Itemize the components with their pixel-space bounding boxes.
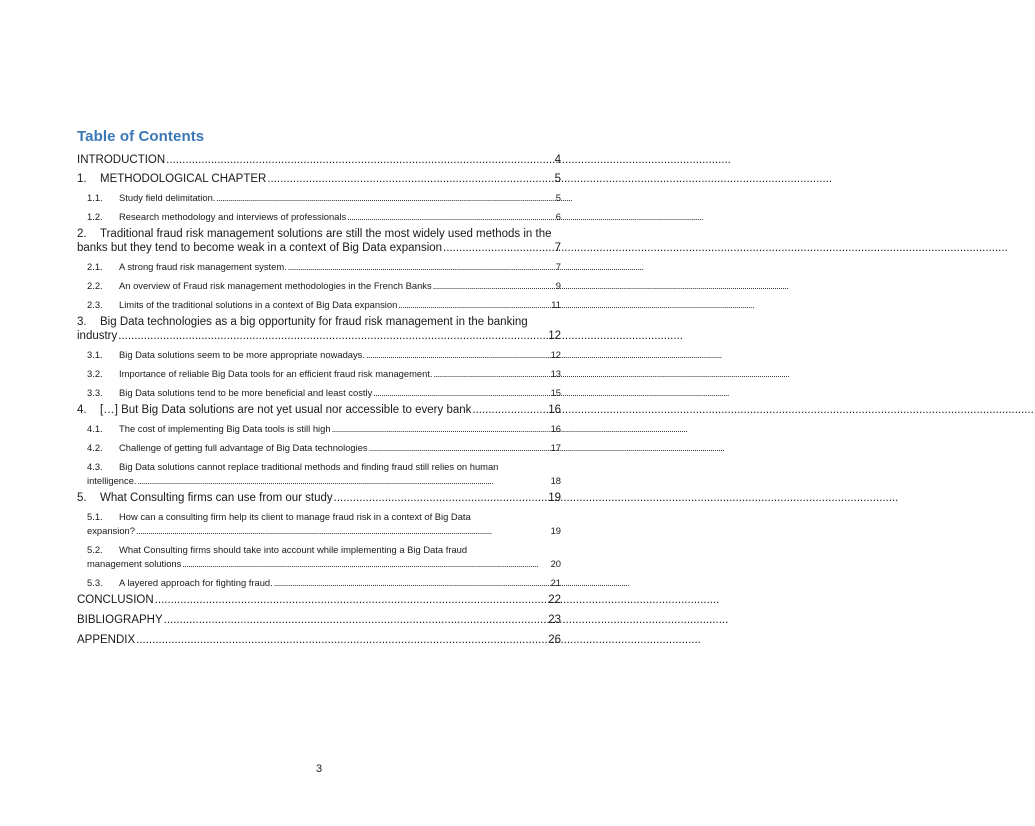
toc-entry-number: 4.1.	[87, 423, 103, 434]
toc-entry-section-1[interactable]	[77, 173, 561, 185]
toc-entry-label: Study field delimitation.	[119, 192, 216, 203]
toc-entry-number: 4.2.	[87, 442, 103, 453]
toc-entry-label: An overview of Fraud risk management methodologies in the French Banks	[119, 280, 432, 291]
toc-entry-page: 16	[548, 404, 561, 416]
toc-entry-page: 26	[548, 634, 561, 646]
toc-entry-number: 5.1.	[87, 511, 103, 522]
toc-entry-number: 4.3.	[87, 461, 103, 472]
toc-entry-section-4-1[interactable]	[77, 423, 561, 434]
toc-entry-page: 23	[548, 614, 561, 626]
toc-entry-number: 5.	[77, 492, 87, 504]
toc-entry-number: 1.2.	[87, 211, 103, 222]
toc-entry-section-3-3[interactable]	[77, 387, 561, 398]
toc-entry-section-4[interactable]	[77, 404, 561, 416]
toc-entry-page: 19	[550, 525, 561, 536]
toc-entry-page: 18	[550, 475, 561, 486]
toc-entry-number: 1.1.	[87, 192, 103, 203]
toc-entry-label: Big Data solutions tend to be more beneficial and least costly	[119, 387, 373, 398]
toc-entry-page: 21	[550, 577, 561, 588]
toc-entry-page: 12	[548, 330, 561, 342]
toc-entry-page: 7	[555, 261, 561, 272]
toc-entry-number: 2.	[77, 228, 87, 240]
toc-entry-section-3-2[interactable]	[77, 368, 561, 379]
toc-entry-label: […] But Big Data solutions are not yet usual nor accessible to every bank	[100, 404, 472, 416]
toc-entry-section-5-2[interactable]	[77, 544, 561, 569]
toc-entry-appendix[interactable]	[77, 634, 561, 646]
toc-entry-number: 3.	[77, 316, 87, 328]
toc-entry-label-line2: industry	[77, 330, 118, 342]
toc-entry-page: 5	[555, 192, 561, 203]
toc-entry-label-line1: What Consulting firms should take into account while implementing a Big Data fraud	[119, 544, 468, 555]
toc-entry-section-1-2[interactable]	[77, 211, 561, 222]
toc-entry-page: 16	[550, 423, 561, 434]
toc-entry-number: 2.3.	[87, 299, 103, 310]
toc-entry-page: 11	[551, 299, 561, 310]
toc-entry-section-5[interactable]	[77, 492, 561, 504]
toc-entry-number: 5.2.	[87, 544, 103, 555]
toc-entry-section-5-1[interactable]	[77, 511, 561, 536]
toc-entry-label-line1: Traditional fraud risk management solutions are still the most widely used methods in the	[100, 228, 552, 240]
toc-entry-section-5-3[interactable]	[77, 577, 561, 588]
toc-entry-section-2[interactable]	[77, 228, 561, 254]
toc-entry-number: 5.3.	[87, 577, 103, 588]
toc-entry-label: APPENDIX	[77, 634, 136, 646]
toc-entry-label: A layered approach for fighting fraud.	[119, 577, 273, 588]
toc-entry-label: INTRODUCTION	[77, 154, 166, 166]
toc-entry-label: Importance of reliable Big Data tools for an efficient fraud risk management.	[119, 368, 433, 379]
toc-entry-label-line2: intelligence.	[87, 475, 137, 486]
toc-entry-number: 2.1.	[87, 261, 103, 272]
page-number: 3	[315, 763, 323, 775]
toc-entry-section-2-3[interactable]	[77, 299, 561, 310]
toc-title: Table of Contents	[77, 128, 205, 145]
toc-entry-section-2-2[interactable]	[77, 280, 561, 291]
toc-entry-label-line1: Big Data solutions cannot replace traditional methods and finding fraud still relies on human	[119, 461, 499, 472]
toc-entry-bibliography[interactable]	[77, 614, 561, 626]
toc-entry-label: A strong fraud risk management system.	[119, 261, 287, 272]
toc-entry-label-line2: management solutions	[87, 558, 182, 569]
toc-entry-section-4-3[interactable]	[77, 461, 561, 486]
toc-entry-number: 1.	[77, 173, 87, 185]
toc-entry-page: 15	[550, 387, 561, 398]
toc-entry-label-line2: banks but they tend to become weak in a context of Big Data expansion	[77, 242, 443, 254]
toc-entry-page: 7	[554, 242, 561, 254]
toc-entry-number: 4.	[77, 404, 87, 416]
toc-entry-label: The cost of implementing Big Data tools is still high	[119, 423, 331, 434]
toc-entry-page: 6	[555, 211, 561, 222]
toc-entry-label-line1: Big Data technologies as a big opportunity for fraud risk management in the banking	[100, 316, 528, 328]
toc-entry-label: Limits of the traditional solutions in a context of Big Data expansion	[119, 299, 398, 310]
toc-entry-section-3[interactable]	[77, 316, 561, 342]
toc-entry-page: 19	[548, 492, 561, 504]
toc-entry-number: 3.2.	[87, 368, 103, 379]
toc-entry-section-2-1[interactable]	[77, 261, 561, 272]
toc-entry-section-1-1[interactable]	[77, 192, 561, 203]
toc-entry-conclusion[interactable]	[77, 594, 561, 606]
toc-entry-introduction[interactable]	[77, 154, 561, 166]
toc-entry-page: 9	[555, 280, 561, 291]
toc-entry-number: 2.2.	[87, 280, 103, 291]
toc-entry-page: 12	[550, 349, 561, 360]
toc-entry-label-line1: How can a consulting firm help its client to manage fraud risk in a context of Big Data	[119, 511, 471, 522]
toc-entry-label: Big Data solutions seem to be more appropriate nowadays.	[119, 349, 365, 360]
toc-entry-page: 4	[554, 154, 561, 166]
toc-entry-number: 3.3.	[87, 387, 103, 398]
toc-entry-page: 20	[550, 558, 561, 569]
toc-entry-page: 13	[550, 368, 561, 379]
table-of-contents	[77, 154, 561, 646]
toc-entry-section-4-2[interactable]	[77, 442, 561, 453]
toc-entry-label: Challenge of getting full advantage of Big Data technologies	[119, 442, 368, 453]
toc-entry-page: 22	[548, 594, 561, 606]
toc-entry-section-3-1[interactable]	[77, 349, 561, 360]
toc-entry-label: BIBLIOGRAPHY	[77, 614, 163, 626]
toc-entry-label: CONCLUSION	[77, 594, 154, 606]
toc-entry-label: What Consulting firms can use from our study	[100, 492, 333, 504]
toc-entry-number: 3.1.	[87, 349, 103, 360]
toc-entry-page: 5	[554, 173, 561, 185]
toc-entry-label: Research methodology and interviews of professionals	[119, 211, 347, 222]
toc-entry-page: 17	[550, 442, 561, 453]
toc-entry-label-line2: expansion?	[87, 525, 135, 536]
toc-entry-label: METHODOLOGICAL CHAPTER	[100, 173, 267, 185]
